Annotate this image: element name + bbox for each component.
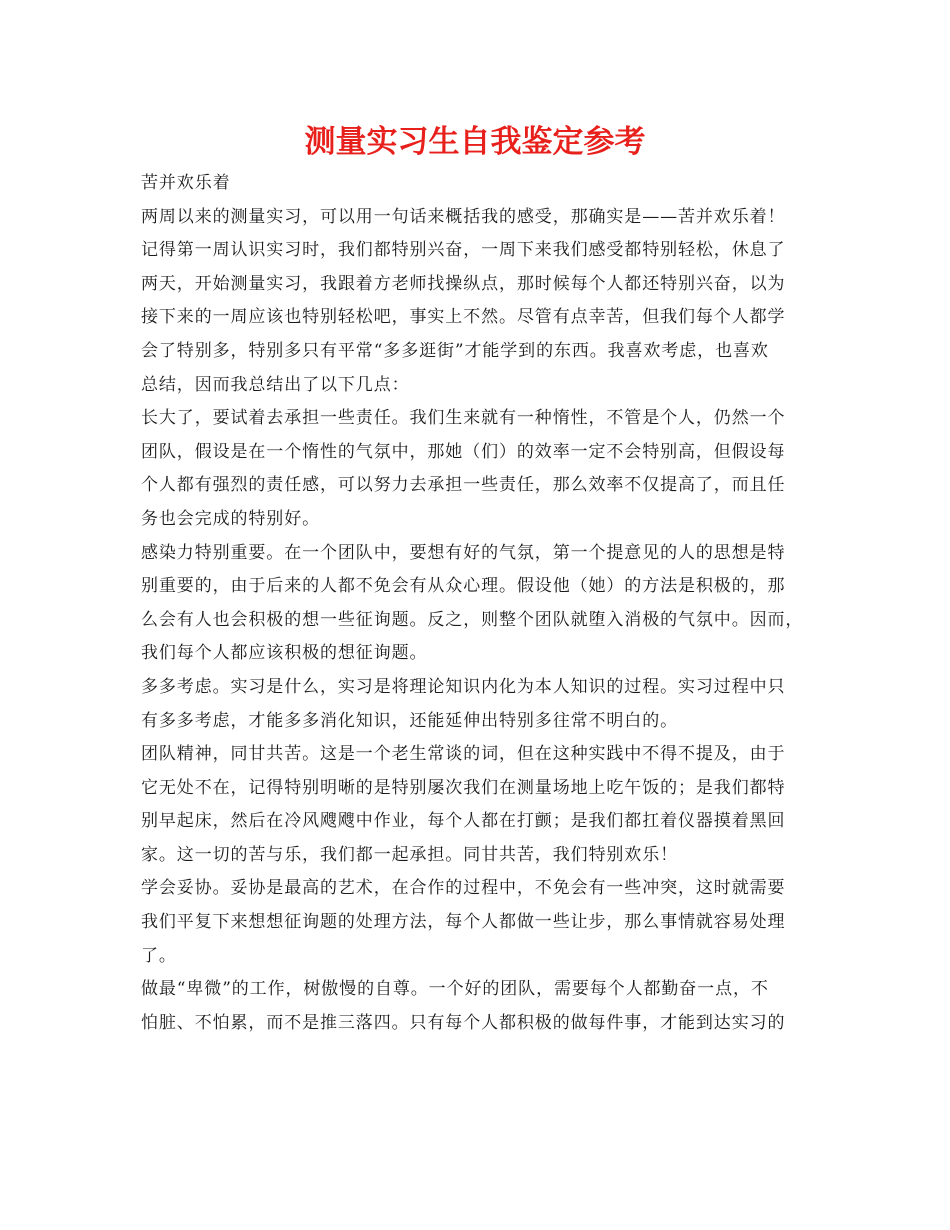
text-line: 两天，开始测量实习，我跟着方老师找操纵点，那时候每个人都还特别兴奋，以为 [141,273,786,294]
text-line: 团队精神，同甘共苦。这是一个老生常谈的词，但在这种实践中不得不提及，由于 [141,744,786,765]
text-line: 苦并欢乐着 [141,173,231,193]
document-body [141,167,831,1040]
text-line: 团队，假设是在一个惰性的气氛中，那她（们）的效率一定不会特别高，但假设每 [141,441,786,462]
text-line: 接下来的一周应该也特别轻松吧，事实上不然。尽管有点幸苦，但我们每个人都学 [141,307,786,328]
text-line: 感染力特别重要。在一个团队中，要想有好的气氛，第一个提意见的人的思想是特 [141,542,786,563]
paragraph [141,973,831,1040]
text-line: 总结，因而我总结出了以下几点： [141,374,410,395]
text-line: 它无处不在，记得特别明晰的是特别屡次我们在测量场地上吃午饭的；是我们都特 [141,777,786,798]
paragraph [141,738,831,872]
text-line: 个人都有强烈的责任感，可以努力去承担一些责任，那么效率不仅提高了，而且任 [141,475,786,496]
text-line: 两周以来的测量实习，可以用一句话来概括我的感受，那确实是——苦并欢乐着！ [141,206,786,227]
paragraph [141,872,831,973]
text-line: 家。这一切的苦与乐，我们都一起承担。同甘共苦，我们特别欢乐！ [141,844,678,865]
paragraph [141,234,831,402]
document-title: 测量实习生自我鉴定参考 [304,124,646,160]
paragraph [141,402,831,536]
text-line: 别重要的，由于后来的人都不免会有从众心理。假设他（她）的方法是积极的，那 [141,576,786,597]
text-line: 记得第一周认识实习时，我们都特别兴奋，一周下来我们感受都特别轻松，休息了 [141,240,786,261]
text-line: 怕脏、不怕累，而不是推三落四。只有每个人都积极的做每件事，才能到达实习的 [141,1012,786,1033]
text-line: 务也会完成的特别好。 [141,508,320,529]
text-line: 会了特别多，特别多只有平常“多多逛街”才能学到的东西。我喜欢考虑，也喜欢 [141,340,769,361]
text-line: 多多考虑。实习是什么，实习是将理论知识内化为本人知识的过程。实习过程中只 [141,676,786,697]
text-line: 我们平复下来想想征询题的处理方法，每个人都做一些让步，那么事情就容易处理 [141,912,786,933]
text-line: 么会有人也会积极的想一些征询题。反之，则整个团队就堕入消极的气氛中。因而， [141,609,804,630]
paragraph [141,671,831,738]
text-line: 别早起床，然后在冷风飕飕中作业，每个人都在打颤；是我们都扛着仪器摸着黑回 [141,811,786,832]
text-line: 有多多考虑，才能多多消化知识，还能延伸出特别多往常不明白的。 [141,710,678,731]
text-line: 学会妥协。妥协是最高的艺术，在合作的过程中，不免会有一些冲突，这时就需要 [141,878,786,899]
paragraph [141,537,831,671]
text-line: 了。 [141,945,177,966]
text-line: 我们每个人都应该积极的想征询题。 [141,643,428,664]
paragraph [141,167,831,201]
text-line: 做最“卑微”的工作，树傲慢的自尊。一个好的团队，需要每个人都勤奋一点，不 [141,979,769,1000]
paragraph [141,201,831,235]
text-line: 长大了，要试着去承担一些责任。我们生来就有一种惰性，不管是个人，仍然一个 [141,408,786,429]
